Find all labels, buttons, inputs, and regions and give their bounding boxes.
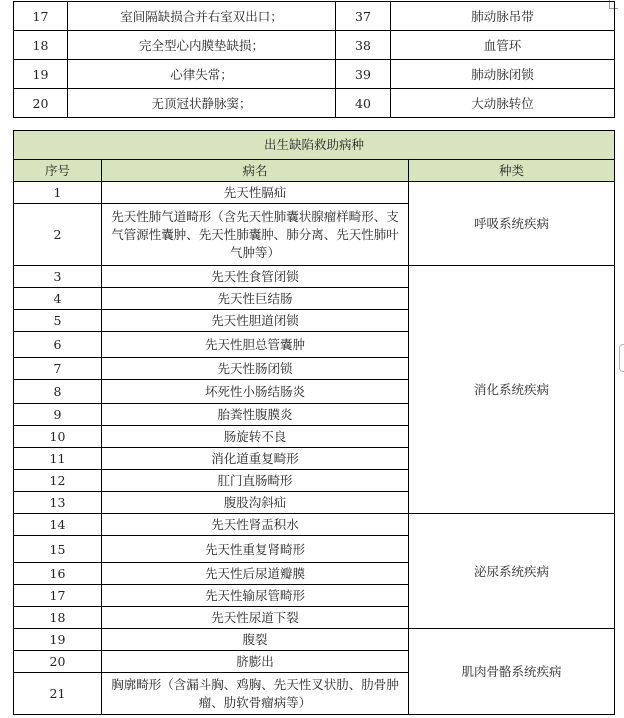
row-number: 38 [336, 31, 391, 60]
birth-defect-table [13, 130, 615, 715]
header-name: 病名 [102, 160, 409, 182]
header-row [14, 160, 615, 182]
disease-name: 脐膨出 [102, 651, 409, 673]
row-number: 1 [14, 182, 102, 204]
top-table [13, 1, 615, 118]
disease-name: 肺动脉吊带 [391, 2, 615, 31]
disease-name: 先天性输尿管畸形 [102, 585, 409, 607]
category-urinary: 泌尿系统疾病 [409, 514, 615, 629]
row-number: 4 [14, 288, 102, 310]
row-number: 19 [14, 629, 102, 651]
row-number: 17 [14, 2, 68, 31]
disease-name: 腹股沟斜疝 [102, 492, 409, 514]
row-number: 9 [14, 404, 102, 426]
disease-name: 室间隔缺损合并右室双出口； [68, 2, 336, 31]
row-number: 19 [14, 60, 68, 89]
disease-name: 先天性肠闭锁 [102, 358, 409, 380]
scroll-edge-handle[interactable] [619, 344, 624, 372]
disease-name: 肺动脉闭锁 [391, 60, 615, 89]
disease-name: 先天性重复肾畸形 [102, 536, 409, 563]
row-number: 3 [14, 266, 102, 288]
section-title: 出生缺陷救助病种 [14, 131, 615, 160]
disease-name: 先天性尿道下裂 [102, 607, 409, 629]
row-number: 13 [14, 492, 102, 514]
disease-name: 先天性巨结肠 [102, 288, 409, 310]
disease-name: 先天性肾盂积水 [102, 514, 409, 536]
table-row [14, 629, 615, 651]
disease-name: 先天性膈疝 [102, 182, 409, 204]
disease-name: 先天性肺气道畸形（含先天性肺囊状腺瘤样畸形、支气管源性囊肿、先天性肺囊肿、肺分离、先天性肺叶气肿等） [102, 204, 409, 266]
disease-name: 大动脉转位 [391, 89, 615, 118]
row-number: 18 [14, 607, 102, 629]
disease-name: 消化道重复畸形 [102, 448, 409, 470]
row-number: 7 [14, 358, 102, 380]
row-number: 15 [14, 536, 102, 563]
table-row [14, 60, 615, 89]
row-number: 2 [14, 204, 102, 266]
row-number: 12 [14, 470, 102, 492]
table-row [14, 89, 615, 118]
disease-name: 先天性后尿道瓣膜 [102, 563, 409, 585]
header-no: 序号 [14, 160, 102, 182]
disease-name: 完全型心内膜垫缺损； [68, 31, 336, 60]
row-number: 8 [14, 380, 102, 404]
row-number: 20 [14, 651, 102, 673]
row-number: 17 [14, 585, 102, 607]
disease-name: 肠旋转不良 [102, 426, 409, 448]
table-row [14, 182, 615, 204]
disease-name: 血管环 [391, 31, 615, 60]
row-number: 11 [14, 448, 102, 470]
row-number: 14 [14, 514, 102, 536]
row-number: 6 [14, 332, 102, 358]
disease-name: 胸廓畸形（含漏斗胸、鸡胸、先天性叉状肋、肋骨肿瘤、肋软骨瘤病等） [102, 673, 409, 715]
disease-name: 肛门直肠畸形 [102, 470, 409, 492]
disease-name: 坏死性小肠结肠炎 [102, 380, 409, 404]
row-number: 16 [14, 563, 102, 585]
category-musculoskeletal: 肌肉骨骼系统疾病 [409, 629, 615, 715]
category-respiratory: 呼吸系统疾病 [409, 182, 615, 266]
disease-name: 先天性食管闭锁 [102, 266, 409, 288]
table-row [14, 266, 615, 288]
table-row [14, 514, 615, 536]
disease-name: 先天性胆总管囊肿 [102, 332, 409, 358]
table-row [14, 31, 615, 60]
row-number: 18 [14, 31, 68, 60]
row-number: 21 [14, 673, 102, 715]
row-number: 20 [14, 89, 68, 118]
disease-name: 腹裂 [102, 629, 409, 651]
section-title-row [14, 131, 615, 160]
header-category: 种类 [409, 160, 615, 182]
category-digestive: 消化系统疾病 [409, 266, 615, 514]
row-number: 40 [336, 89, 391, 118]
disease-name: 先天性胆道闭锁 [102, 310, 409, 332]
row-number: 37 [336, 2, 391, 31]
disease-name: 无顶冠状静脉窦； [68, 89, 336, 118]
disease-name: 心律失常； [68, 60, 336, 89]
row-number: 10 [14, 426, 102, 448]
row-number: 5 [14, 310, 102, 332]
table-row [14, 2, 615, 31]
row-number: 39 [336, 60, 391, 89]
disease-name: 胎粪性腹膜炎 [102, 404, 409, 426]
